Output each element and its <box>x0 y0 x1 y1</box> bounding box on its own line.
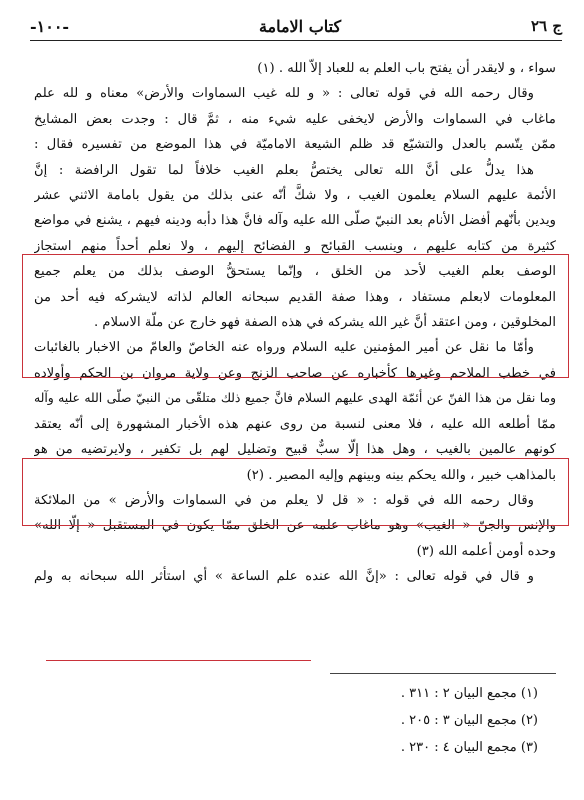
page-header <box>30 12 562 40</box>
volume-label: ج ٢٦ <box>530 17 562 35</box>
main-text <box>34 56 556 590</box>
text-line: المعلومات لابعلم مستفاد ، وهذا صفة القديم سبحانه العالم لذاته لايشركه فيه أحد من <box>34 289 556 305</box>
text-line: وأمّا ما نقل عن أمير المؤمنين عليه السلام ورواه عنه الخاصّ والعامّ من الاخبار بالغائبات <box>34 340 534 356</box>
text-line: ممّن يتّسم بالعدل والتشيّع قد ظلم الشيعة الاماميّة في هذا الموضع من تفسيره فقال : <box>34 137 556 153</box>
text-line: وقال رحمه الله في قوله تعالى : « و لله غيب السماوات والأرض» معناه و لله علم <box>34 86 534 102</box>
book-title: كتاب الامامة <box>258 16 342 36</box>
text-line: ماغاب في السماوات والأرض لايخفى عليه شيء منه ، ثمَّ قال : وجدت بعض المشايخ <box>34 111 556 127</box>
highlight-underline <box>46 660 311 661</box>
text-line: و قال في قوله تعالى : «إنَّ الله عنده علم الساعة » أي استأثر الله سبحانه به ولم <box>34 569 534 585</box>
page-number: -١٠٠- <box>30 16 70 36</box>
footnote: (١) مجمع البيان ٢ : ٣١١ . <box>400 686 538 701</box>
text-line: الوصف بعلم الغيب لأحد من الخلق ، وإنّما يستحقُّ الوصف بذلك من يعلم جميع <box>34 264 556 280</box>
text-line: سواء ، و لايقدر أن يفتح باب العلم به للعباد إلاّ الله . (١) <box>257 61 556 76</box>
text-line: كونهم عالمين بالغيب ، وهل هذا إلّا سبٌّ قبيح وتضليل لهم بل تكفير ، ولايرتضيه من هو <box>34 442 556 458</box>
footnote: (٢) مجمع البيان ٣ : ٢٠٥ . <box>400 713 538 728</box>
text-line: بالمذاهب خبير ، والله يحكم بينه وبينهم وإليه المصير . (٢) <box>246 467 556 483</box>
text-line: وقال رحمه الله في قوله : « قل لا يعلم من في السماوات والأرض » من الملائكة <box>34 492 534 508</box>
text-line: كثيرة من كتابه عليهم ، وينسب القبائح و الفضائح إليهم ، ولا نعلم أحداً منهم استجاز <box>34 238 556 254</box>
footnote: (٣) مجمع البيان ٤ : ٢٣٠ . <box>400 740 538 755</box>
header-divider <box>30 40 562 41</box>
text-line: وما نقل من هذا الفنّ عن أئمّة الهدى عليهم السلام فانَّ جميع ذلك متلقّى من النبيّ صلّى الله عليه وآله <box>34 391 556 406</box>
text-line: في خطب الملاحم وغيرها كأخباره عن صاحب الزنج وعن ولاية مروان بن الحكم وأولاده <box>34 365 556 381</box>
text-line: المخلوقين ، ومن اعتقد أنَّ غير الله يشركه في هذه الصفة فهو خارج عن ملّة الاسلام . <box>94 315 556 331</box>
text-line: الأئمة عليهم السلام يعلمون الغيب ، ولا شكَّ أنّه عنى بذلك من يقول بامامة الاثني عشر <box>34 188 556 204</box>
text-line: ممّا أطلعه الله عليه ، فلا معنى لنسبة من روى عنهم هذه الأخبار المشهورة إلى أنّه يعتقد <box>34 416 556 432</box>
footnotes <box>258 680 538 761</box>
text-line: وحده أومن أعلمه الله (٣) <box>416 543 556 559</box>
text-line: ويدين بأنّهم أفضل الأنام بعد النبيّ صلّى الله عليه وآله فانَّ هذا دأبه ودينه فيهم ، يشنع في مواضع <box>34 213 556 229</box>
footnote-divider <box>330 673 556 674</box>
text-line: والإنس والجنّ « الغيب» وهو ماغاب علمه عن الخلق ممّا يكون في المستقبل « إلّا الله» <box>34 518 556 534</box>
text-line: هذا يدلُّ على أنَّ الله تعالى يختصُّ بعلم الغيب خلافاً لما تقول الرافضة : إنَّ <box>34 162 534 178</box>
